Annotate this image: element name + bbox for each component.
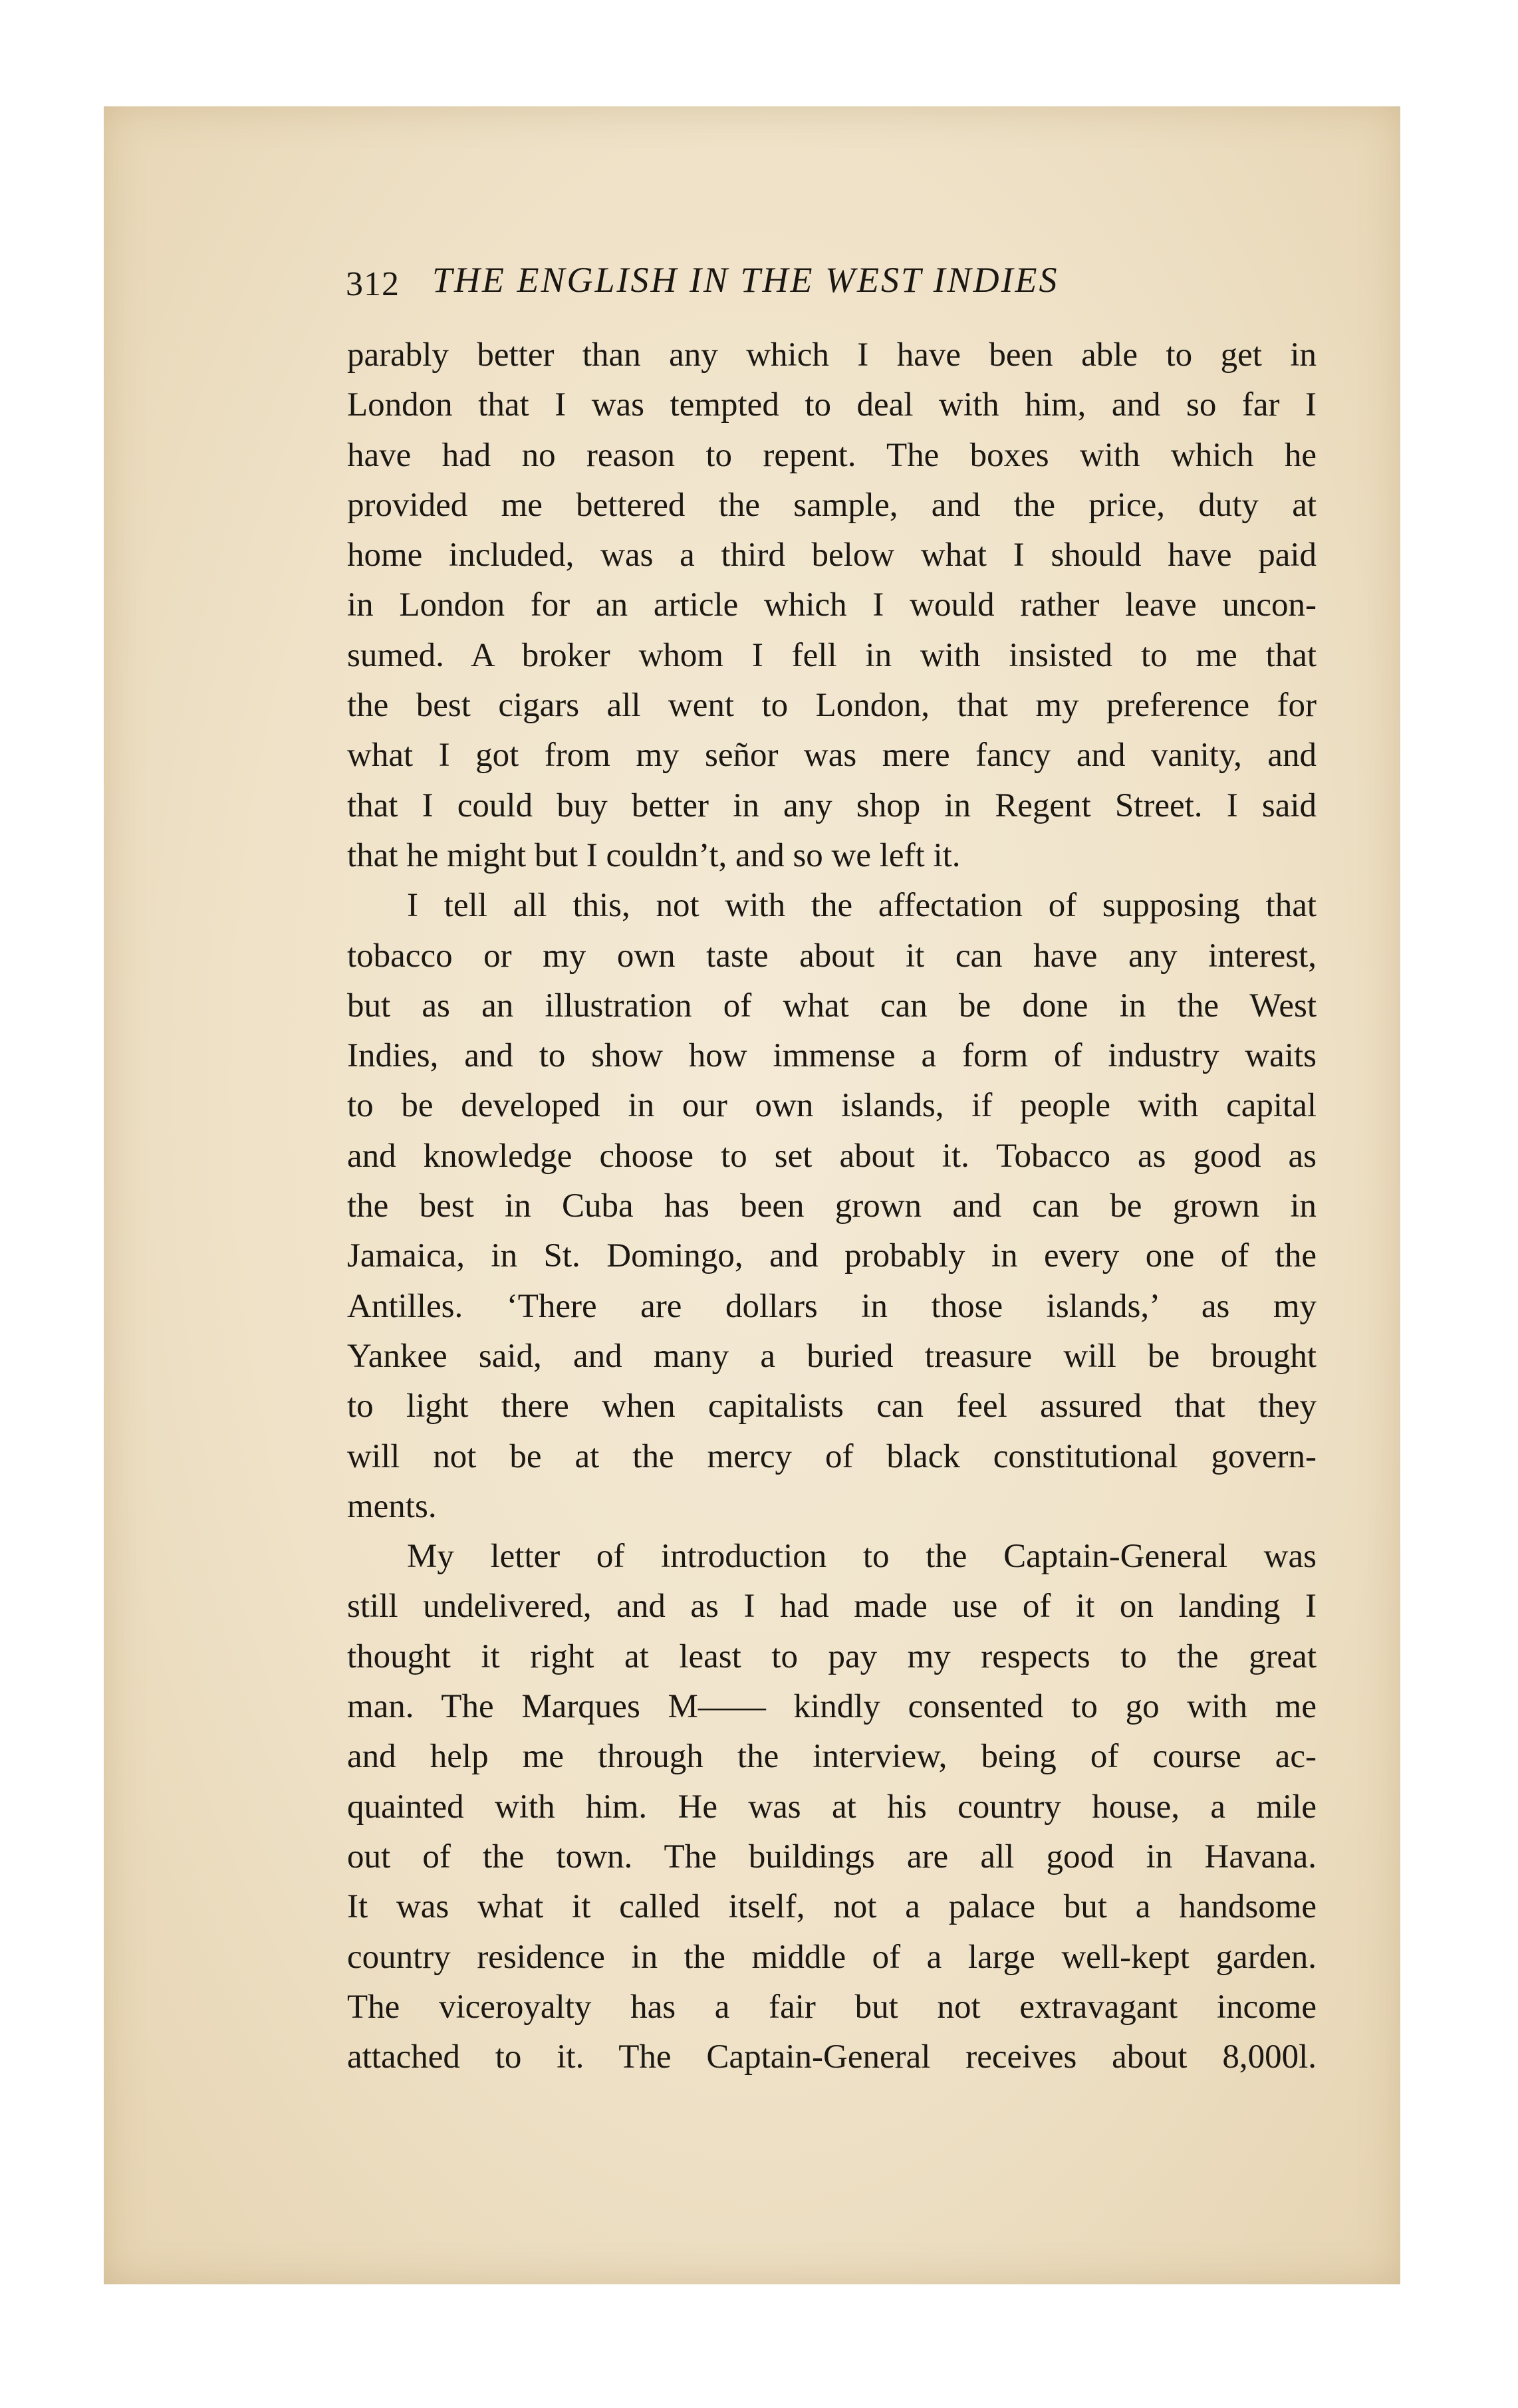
text-line: I tell all this, not with the affectation of supposing that bbox=[407, 887, 1317, 925]
text-line: Indies, and to show how immense a form of industry waits bbox=[347, 1037, 1317, 1075]
text-line: London that I was tempted to deal with him, and so far I bbox=[347, 386, 1317, 424]
text-line: Jamaica, in St. Domingo, and probably in every one of the bbox=[347, 1237, 1317, 1275]
text-line: the best in Cuba has been grown and can be grown in bbox=[347, 1187, 1317, 1225]
text-line: the best cigars all went to London, that my preference for bbox=[347, 687, 1317, 725]
text-line: to be developed in our own islands, if people with capital bbox=[347, 1087, 1317, 1125]
text-line: quainted with him. He was at his country house, a mile bbox=[347, 1788, 1317, 1826]
text-line: but as an illustration of what can be done in the West bbox=[347, 987, 1317, 1024]
running-head: THE ENGLISH IN THE WEST INDIES bbox=[432, 260, 1059, 300]
body-text bbox=[347, 330, 1317, 2082]
text-line: Yankee said, and many a buried treasure will be brought bbox=[347, 1337, 1317, 1375]
text-line: what I got from my señor was mere fancy and vanity, and bbox=[347, 737, 1317, 775]
text-line: have had no reason to repent. The boxes with which he bbox=[347, 436, 1317, 474]
paragraph bbox=[347, 330, 1317, 881]
text-line: tobacco or my own taste about it can have any interest, bbox=[347, 937, 1317, 975]
text-line: sumed. A broker whom I fell in with insisted to me that bbox=[347, 636, 1317, 674]
page-header bbox=[346, 259, 1317, 312]
paragraph bbox=[347, 1532, 1317, 2082]
text-line: out of the town. The buildings are all good in Havana. bbox=[347, 1838, 1317, 1875]
text-line: man. The Marques M—— kindly consented to go with me bbox=[347, 1688, 1317, 1726]
text-line: It was what it called itself, not a palace but a handsome bbox=[347, 1888, 1317, 1926]
text-line: Antilles. ‘There are dollars in those islands,’ as my bbox=[347, 1287, 1317, 1325]
text-line: and help me through the interview, being of course ac- bbox=[347, 1738, 1317, 1776]
text-line: attached to it. The Captain-General receives about 8,000l. bbox=[347, 2038, 1317, 2076]
text-line: will not be at the mercy of black constitutional govern- bbox=[347, 1437, 1317, 1475]
text-line: that he might but I couldn’t, and so we left it. bbox=[347, 836, 961, 874]
text-line: and knowledge choose to set about it. Tobacco as good as bbox=[347, 1137, 1317, 1175]
text-line: in London for an article which I would rather leave uncon- bbox=[347, 586, 1317, 624]
text-line: parably better than any which I have been able to get in bbox=[347, 336, 1317, 374]
text-line: country residence in the middle of a large well-kept garden. bbox=[347, 1938, 1317, 1976]
paragraph bbox=[347, 881, 1317, 1532]
text-line: The viceroyalty has a fair but not extravagant income bbox=[347, 1988, 1317, 2026]
page-number: 312 bbox=[346, 265, 400, 303]
text-line: provided me bettered the sample, and the price, duty at bbox=[347, 486, 1317, 524]
text-line: My letter of introduction to the Captain-General was bbox=[407, 1538, 1317, 1576]
text-line: that I could buy better in any shop in Regent Street. I said bbox=[347, 786, 1317, 824]
text-line: thought it right at least to pay my respects to the great bbox=[347, 1637, 1317, 1675]
text-line: ments. bbox=[347, 1487, 437, 1525]
text-line: home included, was a third below what I should have paid bbox=[347, 537, 1317, 574]
text-line: still undelivered, and as I had made use of it on landing I bbox=[347, 1588, 1317, 1625]
text-line: to light there when capitalists can feel assured that they bbox=[347, 1387, 1317, 1425]
